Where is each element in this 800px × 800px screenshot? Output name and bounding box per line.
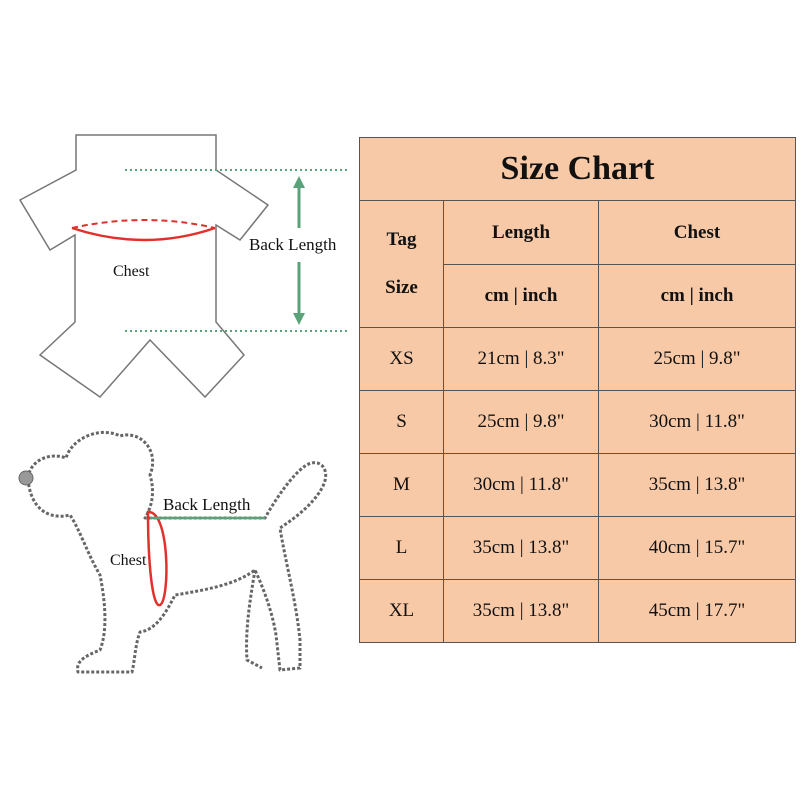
chest-cell: 30cm | 11.8" [599,391,796,454]
tag-size-header [360,201,444,328]
tag-header-line1: Tag [386,229,417,250]
length-cell: 35cm | 13.8" [444,580,599,643]
size-chart-table [359,137,796,643]
size-cell: XL [360,580,444,643]
measurement-diagram [0,0,360,800]
chest-cell: 40cm | 15.7" [599,517,796,580]
dog-back-length-label: Back Length [163,495,251,514]
length-cell: 30cm | 11.8" [444,454,599,517]
chest-unit-header: cm | inch [599,265,796,328]
tag-header-line2: Size [385,277,418,298]
length-unit-header: cm | inch [444,265,599,328]
table-row [360,328,796,391]
chest-cell: 45cm | 17.7" [599,580,796,643]
length-cell: 21cm | 8.3" [444,328,599,391]
table-row [360,517,796,580]
size-chart-title: Size Chart [360,138,796,201]
chest-cell: 35cm | 13.8" [599,454,796,517]
length-header: Length [444,201,599,265]
size-cell: L [360,517,444,580]
shirt-back-length-label: Back Length [249,235,337,254]
size-cell: S [360,391,444,454]
dog-outline [28,432,326,672]
table-row [360,391,796,454]
shirt-chest-label: Chest [113,263,150,280]
dog-chest-label: Chest [110,552,147,569]
chest-cell: 25cm | 9.8" [599,328,796,391]
dog-chest-line [148,512,166,605]
dog-nose-icon [19,471,33,485]
size-cell: XS [360,328,444,391]
table-row [360,454,796,517]
size-cell: M [360,454,444,517]
length-cell: 25cm | 9.8" [444,391,599,454]
length-cell: 35cm | 13.8" [444,517,599,580]
chest-header: Chest [599,201,796,265]
table-row [360,580,796,643]
